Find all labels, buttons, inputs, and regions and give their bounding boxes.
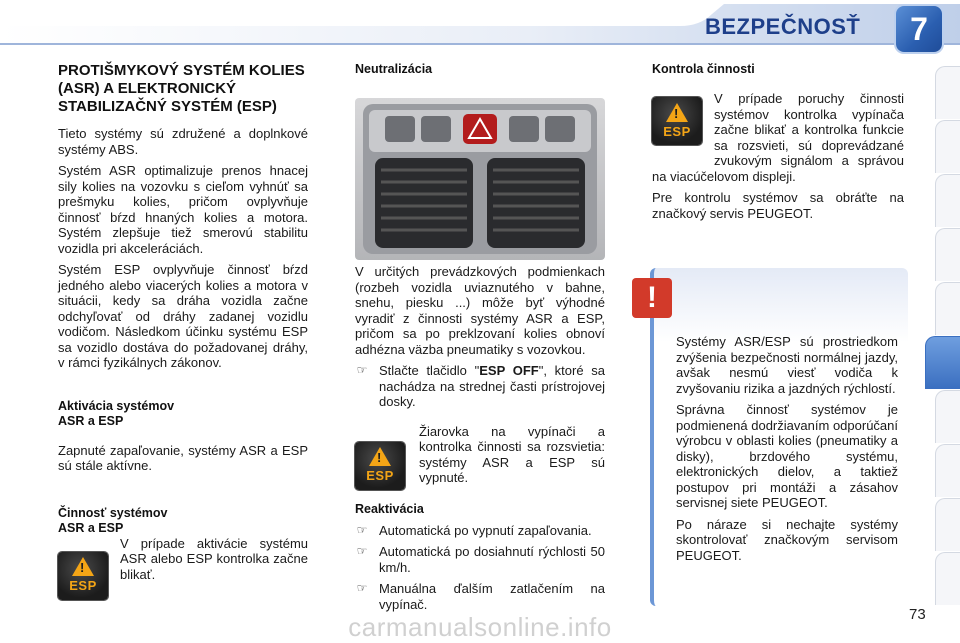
left-column xyxy=(58,62,308,600)
hand-pointer-icon: ☞ xyxy=(356,363,368,377)
subheading: ASR a ESP xyxy=(58,520,124,535)
chapter-tab[interactable] xyxy=(935,444,960,497)
chapter-tab[interactable] xyxy=(935,174,960,227)
right-column xyxy=(652,62,904,227)
chapter-tab[interactable] xyxy=(935,120,960,173)
chapter-badge: 7 xyxy=(896,6,942,52)
chapter-tab[interactable] xyxy=(935,66,960,119)
paragraph: Tieto systémy sú združené a doplnkové systémy ABS. xyxy=(58,126,308,157)
paragraph: Po náraze si nechajte systémy skontrolovať značkovým servisom PEUGEOT. xyxy=(676,516,898,563)
chapter-tab[interactable] xyxy=(935,228,960,281)
subheading: Činnosť systémov xyxy=(58,505,168,520)
neutralization-block xyxy=(355,264,605,618)
hand-pointer-icon: ☞ xyxy=(356,544,368,558)
paragraph: Žiarovka na vypínači a kontrolka činnosti sa rozsvietia: systémy ASR a ESP sú vypnuté. xyxy=(419,423,605,485)
paragraph: Systém ASR optimalizuje prenos hnacej sily kolies na vozovku s cieľom vyhnúť sa prešmyku kolies, pričom ovplyvňuje činnosť bŕzd hnaných kolies a motora. Systém zlepšuje tiež smerovú stabilitu vozidla pri akceleráciách. xyxy=(58,163,308,256)
paragraph: V prípade aktivácie systému ASR alebo ESP kontrolka začne blikať. xyxy=(120,535,308,582)
hand-pointer-icon: ☞ xyxy=(356,581,368,595)
list-item: ☞ Stlačte tlačidlo "ESP OFF", ktoré sa nachádza na strednej časti prístrojovej dosky. xyxy=(356,363,605,409)
icon-row xyxy=(355,424,605,492)
subheading: Aktivácia systémov xyxy=(58,398,175,413)
header-band xyxy=(0,0,960,52)
middle-column xyxy=(355,62,605,77)
page-title: BEZPEČNOSŤ xyxy=(705,14,861,39)
chapter-tab-strip xyxy=(926,66,960,626)
paragraph: V prípade poruchy činnosti systémov kontrolka vypínača začne blikať a kontrolka funkcie sa rozsvieti, sú doprevádzané zvukovým signálom a správou na viacúčelovom displeji. xyxy=(652,91,904,184)
paragraph: Systém ESP ovplyvňuje činnosť bŕzd jedného alebo viacerých kolies a motora v situácii, kedy sa dráha vozidla začne odchyľovať od dráhy zadanej vozidlu vodičom. Následkom účinku systému ESP sa vozidlo dostáva do požadovanej dráhy, v rámci fyzikálnych zákonov. xyxy=(58,262,308,370)
esp-off-label: ESP OFF xyxy=(479,363,539,378)
paragraph: V určitých prevádzkových podmienkach (rozbeh vozidla uviaznutého v bahne, snehu, piesku ...) môže byť výhodné vyradiť z činnosti systémy ASR a ESP, pričom sa po preklzovaní kolies obnoví adhézna väzba pneumatiky s vozovkou. xyxy=(355,264,605,357)
dashboard-photo xyxy=(355,98,605,260)
paragraph: Pre kontrolu systémov sa obráťte na značkový servis PEUGEOT. xyxy=(652,190,904,221)
list-item: ☞ Manuálna ďalším zatlačením na vypínač. xyxy=(356,581,605,612)
chapter-tab-active[interactable] xyxy=(925,336,960,389)
warning-text xyxy=(676,334,898,569)
page-number: 73 xyxy=(909,606,926,623)
list-item: ☞ Automatická po dosiahnutí rýchlosti 50 km/h. xyxy=(356,544,605,575)
chapter-tab[interactable] xyxy=(935,390,960,443)
control-block xyxy=(652,91,904,221)
subheading: Kontrola činnosti xyxy=(652,62,755,76)
subheading: Reaktivácia xyxy=(355,501,424,516)
paragraph: Správna činnosť systémov je podmienená dodržiavaním odporúčaní výrobcu v oblasti kolies (pneumatiky a disky), brzdového systému, elektronických dielov, a taktiež postupov pri montáži a zásahov servisnej siete PEUGEOT. xyxy=(676,402,898,510)
esp-warning-icon: ! ESP xyxy=(58,552,108,600)
esp-warning-icon: ! ESP xyxy=(652,97,702,145)
paragraph: Zapnuté zapaľovanie, systémy ASR a ESP sú stále aktívne. xyxy=(58,442,308,473)
esp-warning-icon: ! ESP xyxy=(355,442,405,490)
chapter-tab[interactable] xyxy=(935,552,960,605)
list-item: ☞ Automatická po vypnutí zapaľovania. xyxy=(356,522,592,538)
section-heading: PROTIŠMYKOVÝ SYSTÉM KOLIES (ASR) A ELEKTRONICKÝ STABILIZAČNÝ SYSTÉM (ESP) xyxy=(58,62,305,115)
chapter-tab[interactable] xyxy=(935,498,960,551)
hand-pointer-icon: ☞ xyxy=(356,522,368,537)
chapter-tab[interactable] xyxy=(935,282,960,335)
exclamation-icon: ! xyxy=(632,278,672,318)
subheading: Neutralizácia xyxy=(355,62,433,76)
dashboard-illustration xyxy=(355,98,605,260)
watermark: carmanualsonline.info xyxy=(348,612,612,642)
paragraph: Systémy ASR/ESP sú prostriedkom zvýšenia bezpečnosti normálnej jazdy, avšak nesmú viesť vodiča k zvyšovaniu rizika a jazdných rýchlostí. xyxy=(676,334,898,396)
subheading: ASR a ESP xyxy=(58,413,124,428)
operation-row xyxy=(58,536,308,600)
